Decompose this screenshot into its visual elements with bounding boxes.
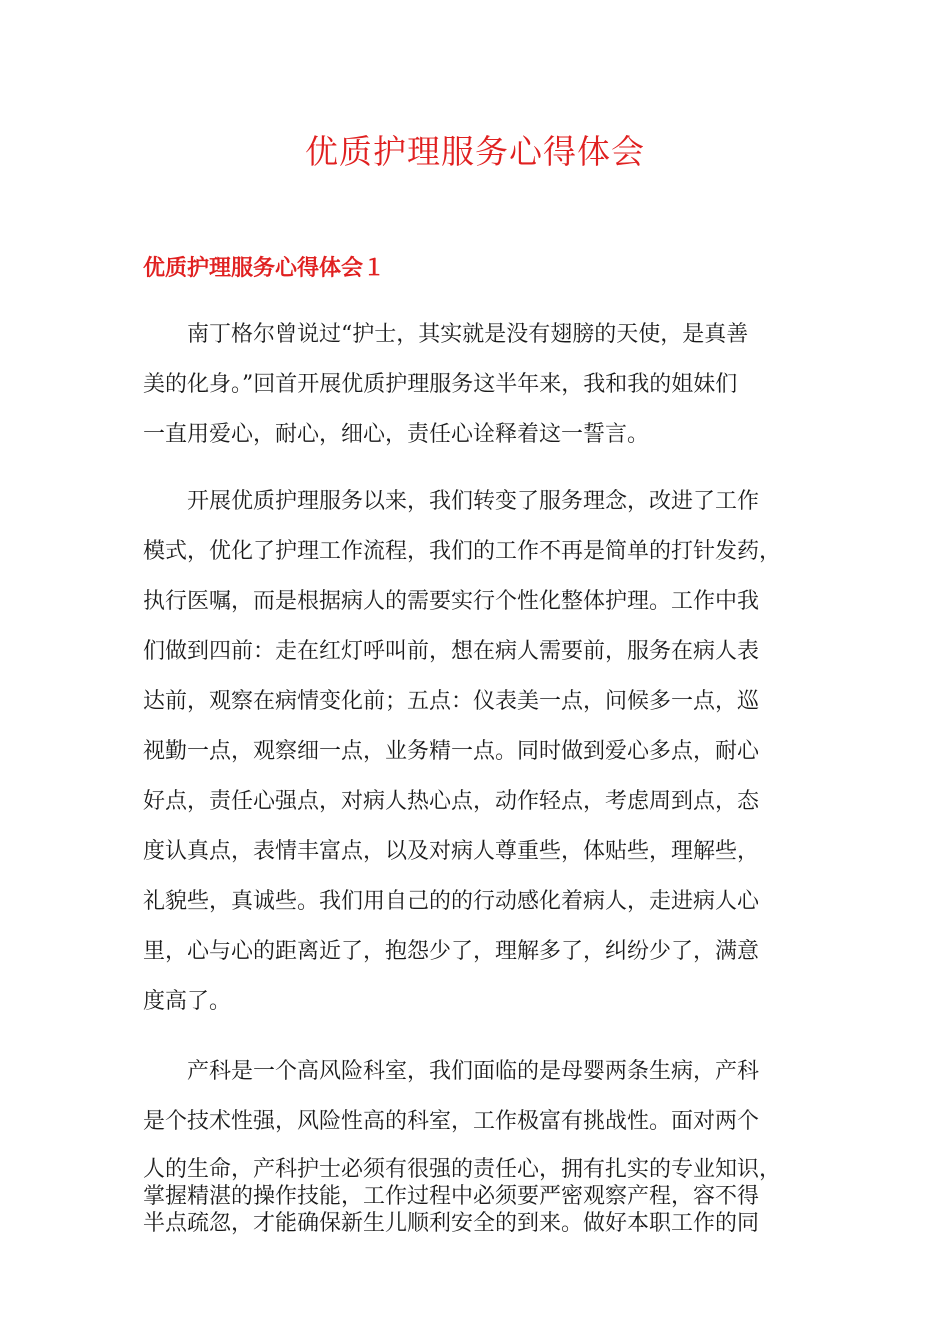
paragraph-3-line: 是个技术性强，风险性高的科室，工作极富有挑战性。面对两个 (143, 1109, 760, 1134)
paragraph-3-line: 半点疏忽，才能确保新生儿顺利安全的到来。做好本职工作的同 (143, 1211, 760, 1236)
paragraph-1-line: 美的化身。”回首开展优质护理服务这半年来，我和我的姐妹们 (143, 372, 738, 397)
paragraph-3-line: 掌握精湛的操作技能，工作过程中必须要严密观察产程，容不得 (143, 1184, 760, 1209)
paragraph-2-line: 开展优质护理服务以来，我们转变了服务理念，改进了工作 (187, 489, 760, 514)
paragraph-1-line: 南丁格尔曾说过“护士，其实就是没有翅膀的天使，是真善 (187, 322, 749, 347)
section-heading: 优质护理服务心得体会１ (143, 256, 386, 281)
paragraph-2-line: 度高了。 (143, 989, 232, 1014)
paragraph-2-line: 里，心与心的距离近了，抱怨少了，理解多了，纠纷少了，满意 (143, 939, 760, 964)
paragraph-1-line: 一直用爱心，耐心，细心，责任心诠释着这一誓言。 (143, 422, 650, 447)
paragraph-2-line: 礼貌些，真诚些。我们用自己的的行动感化着病人，走进病人心 (143, 889, 760, 914)
paragraph-3-line: 产科是一个高风险科室，我们面临的是母婴两条生病，产科 (187, 1059, 760, 1084)
paragraph-2-line: 达前，观察在病情变化前；五点：仪表美一点，问候多一点，巡 (143, 689, 760, 714)
document-title: 优质护理服务心得体会 (305, 132, 645, 171)
paragraph-2-line: 模式，优化了护理工作流程，我们的工作不再是简单的打针发药， (143, 539, 782, 564)
paragraph-2-line: 度认真点，表情丰富点，以及对病人尊重些，体贴些，理解些， (143, 839, 760, 864)
paragraph-3-line: 人的生命，产科护士必须有很强的责任心，拥有扎实的专业知识， (143, 1157, 782, 1182)
paragraph-2-line: 执行医嘱，而是根据病人的需要实行个性化整体护理。工作中我 (143, 589, 760, 614)
paragraph-2-line: 们做到四前：走在红灯呼叫前，想在病人需要前，服务在病人表 (143, 639, 760, 664)
paragraph-2-line: 好点，责任心强点，对病人热心点，动作轻点，考虑周到点，态 (143, 789, 760, 814)
paragraph-2-line: 视勤一点，观察细一点，业务精一点。同时做到爱心多点，耐心 (143, 739, 760, 764)
